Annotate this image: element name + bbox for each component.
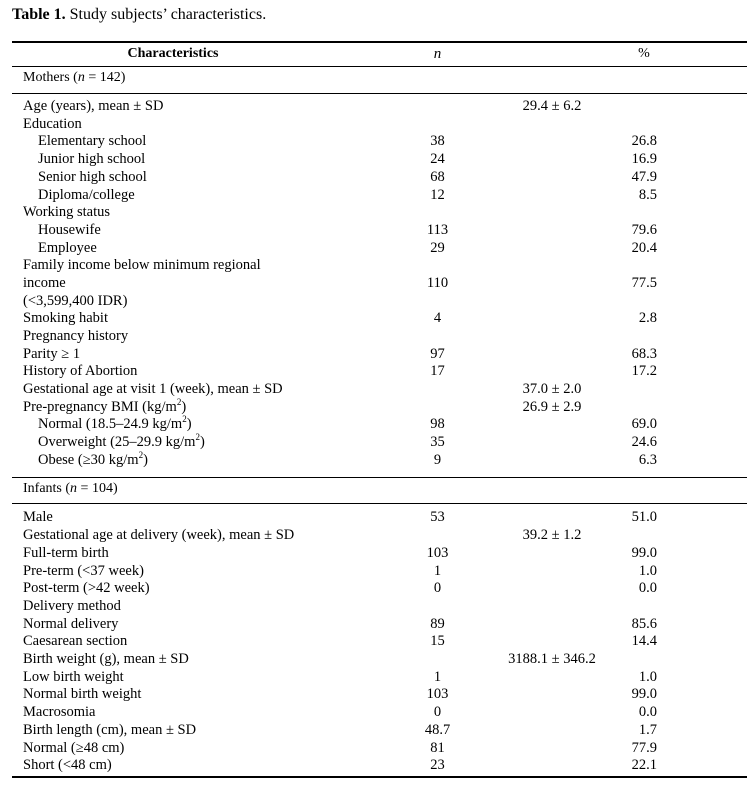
row-n: 98	[430, 416, 445, 433]
row-label-text: Education	[23, 115, 82, 132]
row-label-text: Birth weight (g), mean ± SD	[23, 651, 189, 668]
row-n: 89	[430, 615, 445, 632]
row-label-text: Normal delivery	[23, 615, 119, 632]
row-label	[12, 722, 334, 740]
table-row	[12, 98, 747, 116]
row-label	[12, 204, 334, 222]
row-percent: 68.3	[631, 345, 657, 362]
row-percent: 99.0	[631, 686, 657, 703]
table-row	[12, 633, 747, 651]
row-n	[334, 328, 541, 346]
row-n	[334, 293, 541, 311]
row-percent: 1.7	[638, 721, 657, 738]
row-label	[12, 563, 334, 581]
section-infants-n: n	[70, 481, 78, 497]
row-label	[12, 633, 334, 651]
row-n: 103	[426, 544, 449, 561]
row-percent: 77.9	[631, 739, 657, 756]
row-label	[12, 669, 334, 687]
table-row	[12, 169, 747, 187]
row-label	[12, 257, 334, 275]
characteristics-table	[12, 43, 747, 775]
table-row	[12, 363, 747, 381]
row-label	[12, 151, 334, 169]
table-row	[12, 434, 747, 452]
header-percent: %	[638, 46, 650, 61]
table-row	[12, 293, 747, 311]
row-n	[334, 257, 541, 275]
row-n: 81	[430, 739, 445, 756]
row-n: 23	[430, 757, 445, 774]
table-row	[12, 310, 747, 328]
row-label	[12, 275, 334, 293]
row-label-post: )	[186, 416, 192, 433]
row-n: 12	[430, 186, 445, 203]
row-n: 38	[430, 133, 445, 150]
table-row	[12, 651, 747, 669]
table-row	[12, 346, 747, 364]
row-label-text: Obese (≥30 kg/m	[38, 451, 139, 468]
table-caption-label: Table 1.	[12, 6, 66, 23]
row-n: 9	[433, 451, 442, 468]
table-row	[12, 740, 747, 758]
table-row	[12, 598, 747, 616]
table-row	[12, 133, 747, 151]
row-label-text: income	[23, 274, 66, 291]
row-label	[12, 240, 334, 258]
table-row	[12, 240, 747, 258]
row-percent: 0.0	[638, 580, 657, 597]
header-characteristics: Characteristics	[127, 46, 219, 61]
row-label-text: Macrosomia	[23, 704, 96, 721]
row-label-sup: 2	[195, 432, 200, 443]
table-row	[12, 616, 747, 634]
header-row	[12, 43, 747, 65]
row-label	[12, 527, 334, 545]
row-percent: 26.8	[631, 133, 657, 150]
row-percent	[541, 598, 747, 616]
row-label-text: Diploma/college	[38, 186, 135, 203]
row-label	[12, 416, 334, 434]
row-label-text: Gestational age at delivery (week), mean ± SD	[23, 527, 295, 544]
row-label-text: (<3,599,400 IDR)	[23, 292, 128, 309]
row-percent: 69.0	[631, 416, 657, 433]
row-label-text: Parity ≥ 1	[23, 345, 81, 362]
row-label-text: Overweight (25–29.9 kg/m	[38, 434, 196, 451]
row-label	[12, 651, 334, 669]
table-row	[12, 381, 747, 399]
row-n: 103	[426, 686, 449, 703]
row-label	[12, 222, 334, 240]
table-caption-text: Study subjects’ characteristics.	[69, 6, 267, 23]
row-percent	[541, 204, 747, 222]
row-label	[12, 116, 334, 134]
row-percent: 24.6	[631, 434, 657, 451]
row-n: 24	[430, 151, 445, 168]
table-row	[12, 116, 747, 134]
row-label-text: Gestational age at visit 1 (week), mean ± SD	[23, 380, 283, 397]
row-label	[12, 187, 334, 205]
row-label-text: Senior high school	[38, 168, 147, 185]
section-mothers-n: n	[77, 70, 85, 85]
row-percent: 20.4	[631, 239, 657, 256]
section-infants	[12, 476, 747, 502]
row-label-text: Employee	[38, 239, 97, 256]
row-percent: 16.9	[631, 151, 657, 168]
row-label-text: Junior high school	[38, 151, 146, 168]
table-row	[12, 545, 747, 563]
row-percent: 22.1	[631, 757, 657, 774]
table-row	[12, 509, 747, 527]
row-label	[12, 133, 334, 151]
row-label-post: )	[181, 398, 187, 415]
row-percent	[541, 328, 747, 346]
row-percent: 17.2	[631, 363, 657, 380]
row-label-post: )	[199, 434, 205, 451]
bottom-rule	[12, 776, 747, 778]
row-n: 68	[430, 168, 445, 185]
row-label-text: History of Abortion	[23, 363, 138, 380]
row-label	[12, 381, 334, 399]
table-row	[12, 275, 747, 293]
row-mean-sd: 3188.1 ± 346.2	[508, 651, 596, 668]
row-percent: 99.0	[631, 544, 657, 561]
table-row	[12, 187, 747, 205]
row-label	[12, 616, 334, 634]
table-row	[12, 151, 747, 169]
row-label	[12, 580, 334, 598]
row-n: 35	[430, 434, 445, 451]
row-label-text: Caesarean section	[23, 633, 128, 650]
row-label-text: Low birth weight	[23, 668, 124, 685]
row-n: 1	[433, 668, 442, 685]
row-label	[12, 169, 334, 187]
row-percent: 8.5	[638, 186, 657, 203]
table-row	[12, 204, 747, 222]
row-percent: 14.4	[631, 633, 657, 650]
row-percent	[541, 293, 747, 311]
table-row	[12, 686, 747, 704]
row-n: 113	[426, 221, 449, 238]
row-label-text: Short (<48 cm)	[23, 757, 112, 774]
header-n: n	[433, 45, 442, 62]
table-row	[12, 757, 747, 775]
row-n: 110	[426, 274, 449, 291]
row-label	[12, 346, 334, 364]
table-row	[12, 416, 747, 434]
row-label-text: Housewife	[38, 221, 101, 238]
row-label-text: Delivery method	[23, 597, 121, 614]
row-label	[12, 545, 334, 563]
section-mothers-pre: Mothers (	[23, 70, 78, 85]
row-label-sup: 2	[182, 414, 187, 425]
row-n	[334, 116, 541, 134]
row-percent: 6.3	[638, 451, 657, 468]
row-percent: 2.8	[638, 310, 657, 327]
table-row	[12, 704, 747, 722]
row-label-post: )	[143, 451, 148, 468]
section-infants-post: = 104)	[77, 481, 118, 497]
row-label-sup: 2	[138, 449, 144, 460]
row-label-text: Smoking habit	[23, 310, 108, 327]
row-n: 29	[430, 239, 445, 256]
row-label-sup: 2	[176, 396, 182, 407]
table-row	[12, 399, 747, 417]
row-n: 17	[430, 363, 445, 380]
row-label-text: Normal birth weight	[23, 686, 142, 703]
row-n	[334, 598, 541, 616]
row-label-text: Full-term birth	[23, 544, 109, 561]
section-mothers-post: = 142)	[84, 70, 126, 85]
row-label	[12, 757, 334, 775]
row-mean-sd: 37.0 ± 2.0	[522, 380, 582, 397]
row-n: 48.7	[424, 721, 451, 738]
table-row	[12, 527, 747, 545]
row-label-text: Elementary school	[38, 133, 147, 150]
row-percent: 79.6	[631, 221, 657, 238]
row-label	[12, 740, 334, 758]
row-label-text: Post-term (>42 week)	[23, 580, 150, 597]
row-percent	[541, 116, 747, 134]
row-percent: 77.5	[631, 274, 657, 291]
row-label	[12, 98, 334, 116]
row-percent	[541, 257, 747, 275]
row-n: 0	[433, 704, 442, 721]
row-mean-sd: 39.2 ± 1.2	[522, 527, 582, 544]
row-label	[12, 449, 334, 470]
row-n: 97	[430, 345, 445, 362]
row-label	[12, 509, 334, 527]
table-row	[12, 452, 747, 470]
table-caption	[12, 6, 266, 24]
row-mean-sd: 26.9 ± 2.9	[522, 398, 582, 415]
row-label	[12, 434, 334, 452]
row-label-text: Pre-pregnancy BMI (kg/m	[23, 398, 177, 415]
row-percent: 51.0	[631, 509, 657, 526]
row-n	[334, 204, 541, 222]
table-row	[12, 563, 747, 581]
row-label	[12, 328, 334, 346]
table-row	[12, 722, 747, 740]
table-row	[12, 580, 747, 598]
table-row	[12, 669, 747, 687]
row-percent: 1.0	[638, 562, 657, 579]
row-label-text: Working status	[23, 204, 111, 221]
row-label-text: Pregnancy history	[23, 327, 129, 344]
section-mothers	[12, 65, 747, 91]
row-label-text: Age (years), mean ± SD	[23, 98, 164, 114]
row-label-text: Pre-term (<37 week)	[23, 562, 144, 579]
row-label	[12, 686, 334, 704]
row-n: 1	[433, 562, 442, 579]
row-mean-sd: 29.4 ± 6.2	[522, 98, 582, 114]
row-n: 4	[433, 310, 442, 327]
row-n: 15	[430, 633, 445, 650]
row-percent: 1.0	[638, 668, 657, 685]
row-label-text: Family income below minimum regional	[23, 257, 261, 274]
row-n: 53	[430, 509, 445, 526]
row-label	[12, 704, 334, 722]
row-percent: 85.6	[631, 615, 657, 632]
section-infants-pre: Infants (	[23, 481, 71, 497]
table-row	[12, 222, 747, 240]
row-label	[12, 396, 334, 417]
row-percent: 0.0	[638, 704, 657, 721]
row-label	[12, 310, 334, 328]
row-label-text: Normal (≥48 cm)	[23, 739, 125, 756]
row-label-text: Birth length (cm), mean ± SD	[23, 721, 197, 738]
row-label-text: Male	[23, 509, 53, 526]
table-row	[12, 328, 747, 346]
row-label	[12, 363, 334, 381]
row-label-text: Normal (18.5–24.9 kg/m	[38, 416, 183, 433]
row-label	[12, 293, 334, 311]
row-n: 0	[433, 580, 442, 597]
table-row	[12, 257, 747, 275]
row-percent: 47.9	[631, 168, 657, 185]
row-label	[12, 598, 334, 616]
